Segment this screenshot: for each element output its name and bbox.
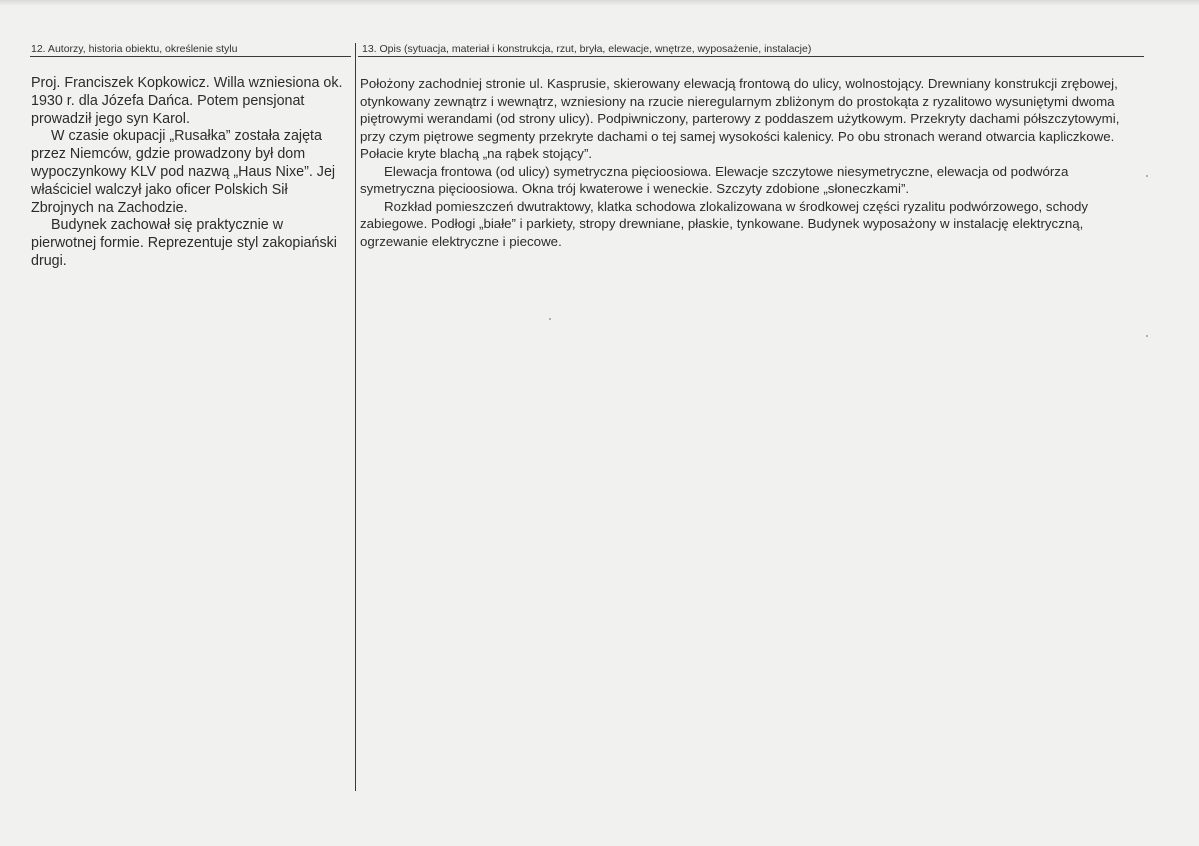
section-12-body: [31, 75, 347, 271]
section-12-heading: [31, 43, 237, 55]
section-12-heading-text: 12. Autorzy, historia obiektu, określenie stylu: [31, 43, 238, 55]
history-paragraph: Proj. Franciszek Kopkowicz. Willa wzniesiona ok. 1930 r. dla Józefa Dańca. Potem pensjonat prowadził jego syn Karol.: [31, 75, 343, 127]
description-paragraph: Elewacja frontowa (od ulicy) symetryczna pięcioosiowa. Elewacje szczytowe niesymetryczne, elewacja od podwórza symetryczna pięcioosiowa. Okna trój kwaterowe i weneckie. Szczyty zdobione „słoneczkami”.: [360, 163, 1069, 196]
section-13-heading-text: 13. Opis (sytuacja, materiał i konstrukcja, rzut, bryła, elewacje, wnętrze, wyposażenie, instalacje): [362, 43, 812, 55]
section-13-heading: [362, 43, 811, 55]
scan-edge-shadow: [0, 0, 1199, 6]
description-paragraph: Położony zachodniej stronie ul. Kasprusie, skierowany elewacją frontową do ulicy, wolnostojący. Drewniany konstrukcji zrębowej, otynkowany zewnątrz i wewnątrz, wzniesiony na rzucie nieregularnym zbliżonym do prostokąta z ryzalitowo wysuniętymi dwoma piętrowymi werandami (od strony ulicy). Podpiwniczony, parterowy z poddaszem użytkowym. Przekryty dachami półszczytowymi, przy czym piętrowe segmenty przekryte dachami o tej samej wysokości kalenicy. Po obu stronach werand otwarcia kapliczkowe. Połacie kryte blachą „na rąbek stojący”.: [360, 76, 1120, 161]
section-13-rule: [358, 56, 1144, 57]
history-paragraph: W czasie okupacji „Rusałka” została zajęta przez Niemców, gdzie prowadzony był dom wypoczynkowy KLV pod nazwą „Haus Nixe”. Jej właściciel walczył jako oficer Polskich Sił Zbrojnych na Zachodzie.: [31, 128, 336, 216]
scan-speck: [1146, 175, 1148, 177]
scan-speck: [1146, 335, 1148, 337]
scan-speck: [549, 318, 551, 320]
section-12-rule: [30, 56, 351, 57]
history-paragraph: Budynek zachował się praktycznie w pierwotnej formie. Reprezentuje styl zakopiański drugi.: [31, 217, 337, 269]
section-13-body: [360, 75, 1140, 250]
description-paragraph: Rozkład pomieszczeń dwutraktowy, klatka schodowa zlokalizowana w środkowej części ryzalitu podwórzowego, schody zabiegowe. Podłogi „białe” i parkiety, stropy drewniane, płaskie, tynkowane. Budynek wyposażony w instalację elektryczną, ogrzewanie elektryczne i piecowe.: [360, 198, 1089, 249]
column-divider: [355, 43, 356, 791]
